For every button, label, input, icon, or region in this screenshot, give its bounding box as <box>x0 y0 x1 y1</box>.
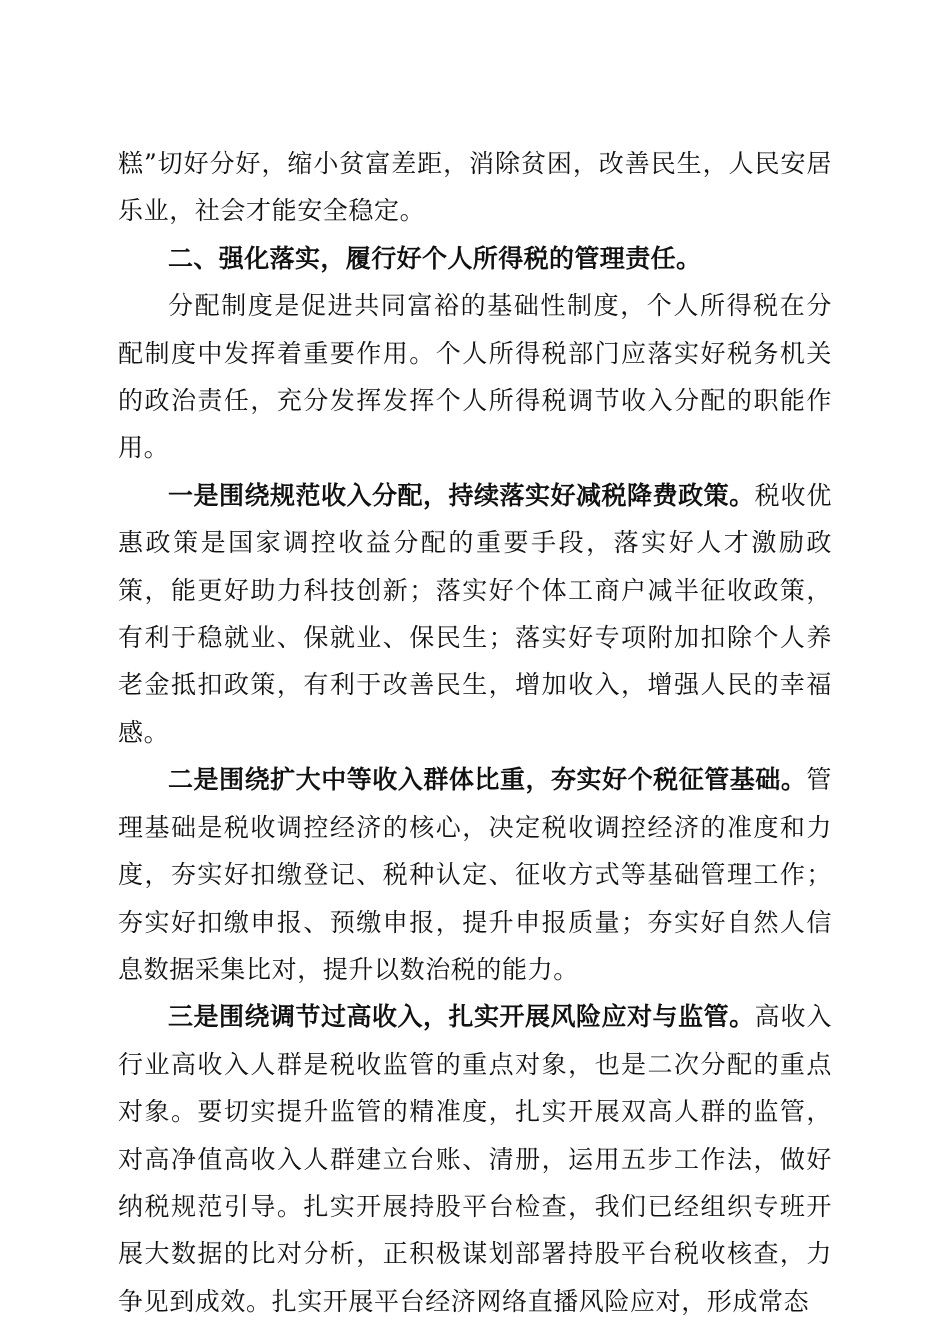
section-heading: 二、强化落实，履行好个人所得税的管理责任。 <box>168 243 702 273</box>
paragraph-point-three <box>118 993 832 1325</box>
point-two-lead: 二是围绕扩大中等收入群体比重，夯实好个税征管基础。 <box>168 765 807 795</box>
paragraph-point-one <box>118 472 832 756</box>
point-one-lead: 一是围绕规范收入分配，持续落实好减税降费政策。 <box>168 480 755 510</box>
document-body <box>118 140 832 1325</box>
paragraph-continuation: 糕”切好分好，缩小贫富差距，消除贫困，改善民生，人民安居乐业，社会才能安全稳定。 <box>118 149 832 226</box>
point-one-body: 税收优惠政策是国家调控收益分配的重要手段，落实好人才激励政策，能更好助力科技创新；落实好个体工商户减半征收政策，有利于稳就业、保就业、保民生；落实好专项附加扣除个人养老金抵扣政策，有利于改善民生，增加收入，增强人民的幸福感。 <box>118 480 832 747</box>
paragraph-point-two <box>118 756 832 993</box>
point-three-lead: 三是围绕调节过高收入，扎实开展风险应对与监管。 <box>168 1002 755 1032</box>
paragraph-intro: 分配制度是促进共同富裕的基础性制度，个人所得税在分配制度中发挥着重要作用。个人所得税部门应落实好税务机关的政治责任，充分发挥发挥个人所得税调节收入分配的职能作用。 <box>118 291 832 463</box>
point-two-body: 管理基础是税收调控经济的核心，决定税收调控经济的准度和力度，夯实好扣缴登记、税种认定、征收方式等基础管理工作；夯实好扣缴申报、预缴申报，提升申报质量；夯实好自然人信息数据采集比对，提升以数治税的能力。 <box>118 765 832 984</box>
point-three-body: 高收入行业高收入人群是税收监管的重点对象，也是二次分配的重点对象。要切实提升监管的精准度，扎实开展双高人群的监管，对高净值高收入人群建立台账、清册，运用五步工作法，做好纳税规范引导。扎实开展持股平台检查，我们已经组织专班开展大数据的比对分析，正积极谋划部署持股平台税收核查，力争见到成效。扎实开展平台经济网络直播风险应对，形成常态 <box>118 1002 832 1316</box>
